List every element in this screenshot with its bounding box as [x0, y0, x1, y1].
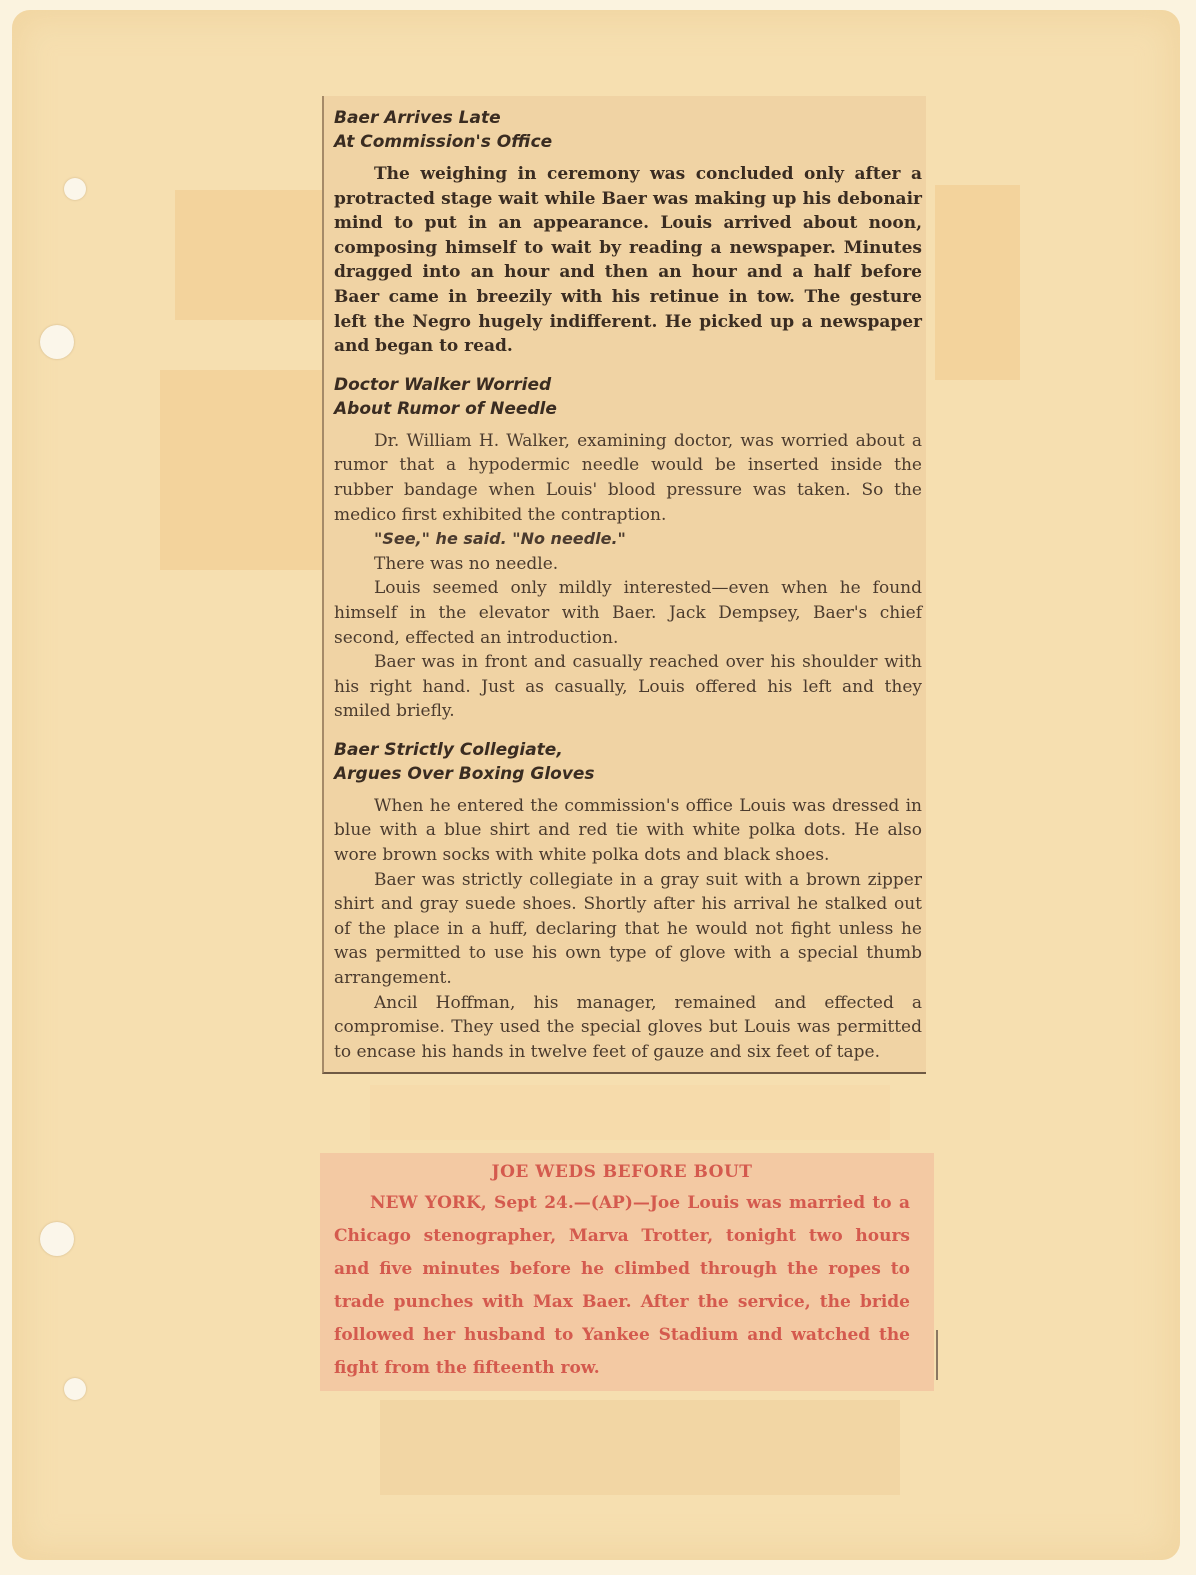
binder-hole — [40, 1222, 74, 1256]
section-heading: Argues Over Boxing Gloves — [334, 763, 595, 784]
newspaper-clipping-weigh-in — [322, 96, 926, 1074]
section-heading: Baer Strictly Collegiate, — [334, 739, 563, 760]
article-quote: "See," he said. "No needle." — [374, 529, 626, 549]
article-paragraph: Baer was strictly collegiate in a gray suit with a brown zipper shirt and gray suede shoes. Shortly after his arrival he stalked out of the place in a huff, declaring that he would not fight unless he was permitted to use his own type of glove with a special thumb arrangement. — [334, 869, 922, 989]
clipping-edge-mark — [936, 1330, 938, 1380]
article-paragraph: Baer was in front and casually reached over his shoulder with his right hand. Just as casually, Louis offered his left and they smiled briefly. — [334, 652, 922, 722]
binder-hole — [64, 1378, 86, 1400]
article-paragraph: Ancil Hoffman, his manager, remained and effected a compromise. They used the special gloves but Louis was permitted to encase his hands in twelve feet of gauze and six feet of tape. — [334, 992, 922, 1062]
section-heading: At Commission's Office — [334, 132, 553, 152]
paper-stain — [370, 1085, 890, 1140]
clipping-body: NEW YORK, Sept 24.—(AP)—Joe Louis was married to a Chicago stenographer, Marva Trotter, tonight two hours and five minutes before he climbed through the ropes to trade punches with Max Baer. After the service, the bride followed her husband to Yankee Stadium and watched the fight from the fifteenth row. — [334, 1193, 910, 1378]
binder-hole — [64, 178, 86, 200]
newspaper-clipping-wedding — [320, 1153, 934, 1391]
section-heading: About Rumor of Needle — [334, 398, 557, 419]
section-heading: Doctor Walker Worried — [334, 374, 552, 395]
article-paragraph: The weighing in ceremony was concluded only after a protracted stage wait while Baer was making up his debonair mind to put in an appearance. Louis arrived about noon, composing himself to wait by reading a newspaper. Minutes dragged into an hour and then an hour and a half before Baer came in breezily with his retinue in tow. The gesture left the Negro hugely indifferent. He picked up a newspaper and began to read. — [334, 164, 922, 357]
binder-hole — [40, 325, 74, 359]
paper-stain — [935, 185, 1020, 380]
article-paragraph: Dr. William H. Walker, examining doctor, was worried about a rumor that a hypodermic needle would be inserted inside the rubber bandage when Louis' blood pressure was taken. So the medico first exhibited the contraption. — [334, 430, 922, 525]
article-paragraph: There was no needle. — [374, 553, 559, 574]
article-paragraph: When he entered the commission's office Louis was dressed in blue with a blue shirt and red tie with white polka dots. He also wore brown socks with white polka dots and black shoes. — [334, 795, 922, 866]
paper-stain — [380, 1400, 900, 1495]
paper-stain — [160, 370, 325, 570]
paper-stain — [175, 190, 325, 320]
section-heading: Baer Arrives Late — [334, 108, 501, 128]
article-paragraph: Louis seemed only mildly interested—even when he found himself in the elevator with Baer. Jack Dempsey, Baer's chief second, effected an introduction. — [334, 578, 922, 648]
clipping-title: JOE WEDS BEFORE BOUT — [491, 1162, 753, 1182]
